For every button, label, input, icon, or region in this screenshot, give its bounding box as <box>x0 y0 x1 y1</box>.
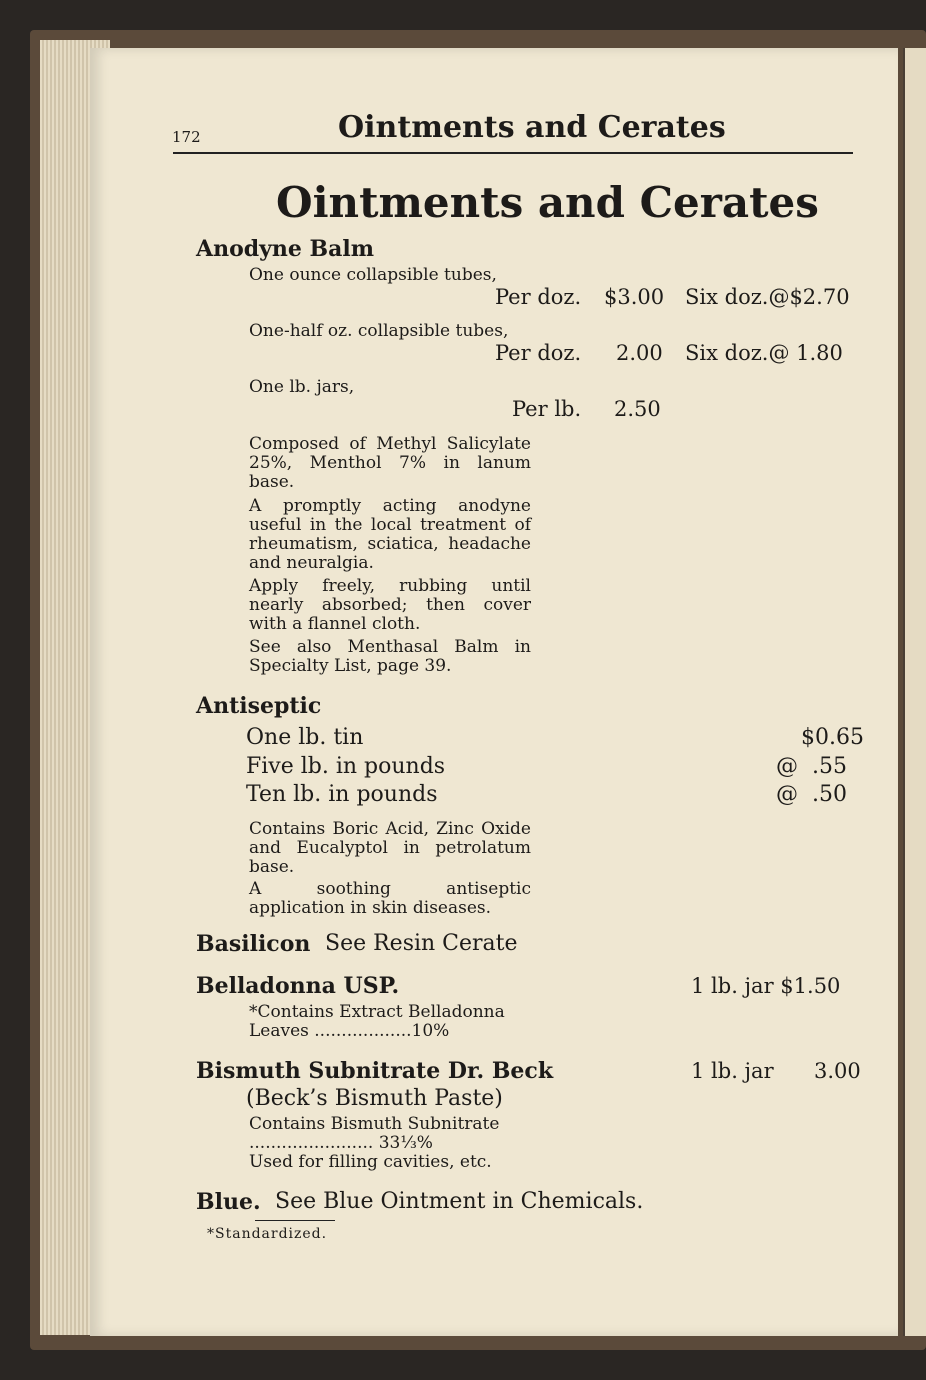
anodyne-see-also: See also Menthasal Balm in Specialty List, page 39. <box>249 637 531 676</box>
basilicon-reference: See Resin Cerate <box>325 931 518 956</box>
footnote: *Standardized. <box>207 1226 328 1242</box>
anodyne-item2-bulk: Six doz.@ 1.80 <box>685 341 843 365</box>
entry-antiseptic: Antiseptic <box>196 693 322 719</box>
anodyne-item3-desc: One lb. jars, <box>249 377 355 397</box>
belladonna-line1: *Contains Extract Belladonna <box>249 1002 505 1022</box>
anodyne-item1-unit: Per doz. <box>495 285 582 309</box>
antiseptic-row3-label: Ten lb. in pounds <box>246 782 438 807</box>
bismuth-subtitle: (Beck’s Bismuth Paste) <box>246 1086 503 1111</box>
running-title: Ointments and Cerates <box>338 110 726 145</box>
antiseptic-row2-price: @ .55 <box>776 754 847 779</box>
anodyne-item1-price: $3.00 <box>604 285 665 309</box>
header-rule <box>173 152 853 154</box>
entry-belladonna: Belladonna USP. <box>196 973 400 999</box>
blue-reference: See Blue Ointment in Chemicals. <box>275 1189 644 1214</box>
anodyne-description: A promptly acting anodyne useful in the local treatment of rheumatism, sciatica, headache and neuralgia. <box>249 496 531 573</box>
anodyne-composition: Composed of Methyl Salicylate 25%, Menthol 7% in lanum base. <box>249 434 531 492</box>
entry-bismuth-subnitrate: Bismuth Subnitrate Dr. Beck <box>196 1058 554 1084</box>
bismuth-line1: Contains Bismuth Subnitrate <box>249 1114 500 1134</box>
anodyne-item2-price: 2.00 <box>616 341 663 365</box>
entry-anodyne-balm: Anodyne Balm <box>196 236 375 262</box>
antiseptic-composition: Contains Boric Acid, Zinc Oxide and Eucalyptol in petrolatum base. <box>249 819 531 877</box>
entry-basilicon: Basilicon <box>196 931 311 957</box>
antiseptic-row3-price: @ .50 <box>776 782 847 807</box>
antiseptic-description: A soothing antiseptic application in skin diseases. <box>249 879 531 918</box>
antiseptic-row1-price: $0.65 <box>801 725 864 750</box>
anodyne-directions: Apply freely, rubbing until nearly absorbed; then cover with a flannel cloth. <box>249 576 531 634</box>
antiseptic-row2-label: Five lb. in pounds <box>246 754 446 779</box>
anodyne-item3-price: 2.50 <box>614 397 661 421</box>
anodyne-item2-desc: One-half oz. collapsible tubes, <box>249 321 509 341</box>
page-title: Ointments and Cerates <box>276 178 819 227</box>
bismuth-line2: ....................... 33⅓% <box>249 1133 433 1153</box>
belladonna-line2: Leaves ..................10% <box>249 1021 450 1041</box>
anodyne-item1-bulk: Six doz.@$2.70 <box>685 285 850 309</box>
belladonna-price: 1 lb. jar $1.50 <box>691 974 841 998</box>
anodyne-item3-unit: Per lb. <box>512 397 582 421</box>
bismuth-line3: Used for filling cavities, etc. <box>249 1152 492 1172</box>
bismuth-price-unit: 1 lb. jar <box>691 1059 774 1083</box>
anodyne-item2-unit: Per doz. <box>495 341 582 365</box>
entry-blue: Blue. <box>196 1189 261 1215</box>
footnote-rule <box>255 1220 335 1221</box>
anodyne-item1-desc: One ounce collapsible tubes, <box>249 265 497 285</box>
page-number: 172 <box>172 128 201 146</box>
next-page-edge <box>903 48 926 1336</box>
bismuth-price: 3.00 <box>814 1059 861 1083</box>
antiseptic-row1-label: One lb. tin <box>246 725 364 750</box>
